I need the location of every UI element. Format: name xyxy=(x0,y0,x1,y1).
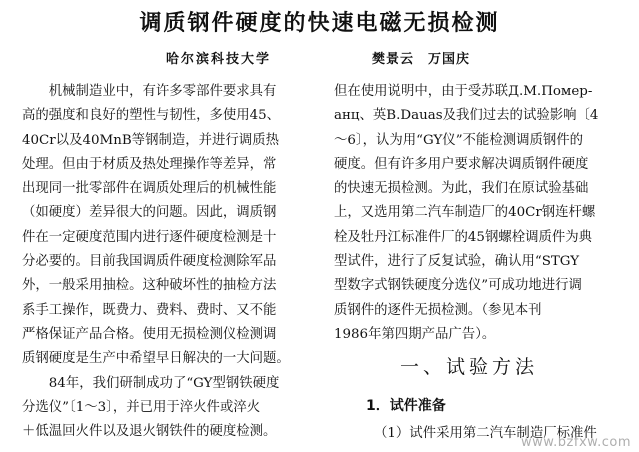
paragraph-line: 40Cr以及40MnB等钢制造，并进行调质热 xyxy=(22,132,279,148)
affiliation: 哈尔滨科技大学 xyxy=(166,52,272,67)
paragraph-line: 出现同一批零部件在调质处理后的机械性能 xyxy=(22,181,277,197)
article-title: 调质钢件硬度的快速电磁无损检测 xyxy=(139,11,500,36)
subsection-heading: 1．试件准备 xyxy=(366,398,446,414)
paragraph-line: 处理。但由于材质及热处理操作等差异，常 xyxy=(22,156,277,172)
paragraph-line: 84年，我们研制成功了“GY型钢铁硬度 xyxy=(22,375,280,391)
paragraph-line: （如硬度）差异很大的问题。因此，调质钢 xyxy=(22,205,277,221)
paragraph-line: 但在使用说明中，由于受苏联Д.М.Помер- xyxy=(334,84,593,99)
paragraph-line: ＋低温回火件以及退火钢铁件的硬度检测。 xyxy=(22,424,277,440)
paragraph-line: 分必要的。目前我国调质件硬度检测除军品 xyxy=(22,254,277,270)
paragraph-line: 的快速无损检测。为此，我们在原试验基础 xyxy=(334,181,589,197)
paragraph-line: ～6〕，认为用“GY仪”不能检测调质钢件的 xyxy=(334,132,584,148)
left-column xyxy=(22,80,316,444)
paragraph-line: 硬度。但有许多用户要求解决调质钢件硬度 xyxy=(334,156,589,172)
paragraph-line: 严格保证产品合格。使用无损检测仪检测调 xyxy=(22,326,277,342)
authors: 樊景云 万国庆 xyxy=(372,52,471,67)
paragraph-line: 栓及牡丹江标准件厂的45钢螺栓调质件为典 xyxy=(334,229,593,245)
paragraph-line: 机械制造业中，有许多零部件要求具有 xyxy=(22,84,277,99)
list-item: （1）试件采用第二汽车制造厂标准件 xyxy=(374,426,597,441)
paragraph-line: 外，一般采用抽检。这种破坏性的抽检方法 xyxy=(22,278,277,294)
paragraph-line: 分选仪”〔1～3〕，并已用于淬火件或淬火 xyxy=(22,399,261,415)
paragraph-line: 质钢件的逐件无损检测。（参见本刊 xyxy=(334,302,542,318)
right-column xyxy=(334,80,624,347)
paragraph-line: 件在一定硬度范围内进行逐件硬度检测是十 xyxy=(22,229,277,245)
paragraph-line: 质钢硬度是生产中希望早日解决的一大问题。 xyxy=(22,351,290,367)
paragraph-line: 1986年第四期产品广告）。 xyxy=(334,326,496,342)
paragraph-line: 系手工操作，既费力、费料、费时、又不能 xyxy=(22,302,277,318)
paragraph-line: 型数字式钢铁硬度分选仪”可成功地进行调 xyxy=(334,278,582,294)
watermark: www.bzfxw.com xyxy=(520,435,631,450)
paragraph-line: 上，又选用第二汽车制造厂的40Cr钢连杆螺 xyxy=(334,205,596,221)
paragraph-line: анц、英B.Dauas及我们过去的试验影响〔4 xyxy=(334,108,599,124)
paragraph-line: 型试件，进行了反复试验，确认用“STGY xyxy=(334,254,580,270)
paragraph-line: 高的强度和良好的塑性与韧性，多使用45、 xyxy=(22,108,281,124)
section-heading: 一、试验方法 xyxy=(400,356,539,378)
